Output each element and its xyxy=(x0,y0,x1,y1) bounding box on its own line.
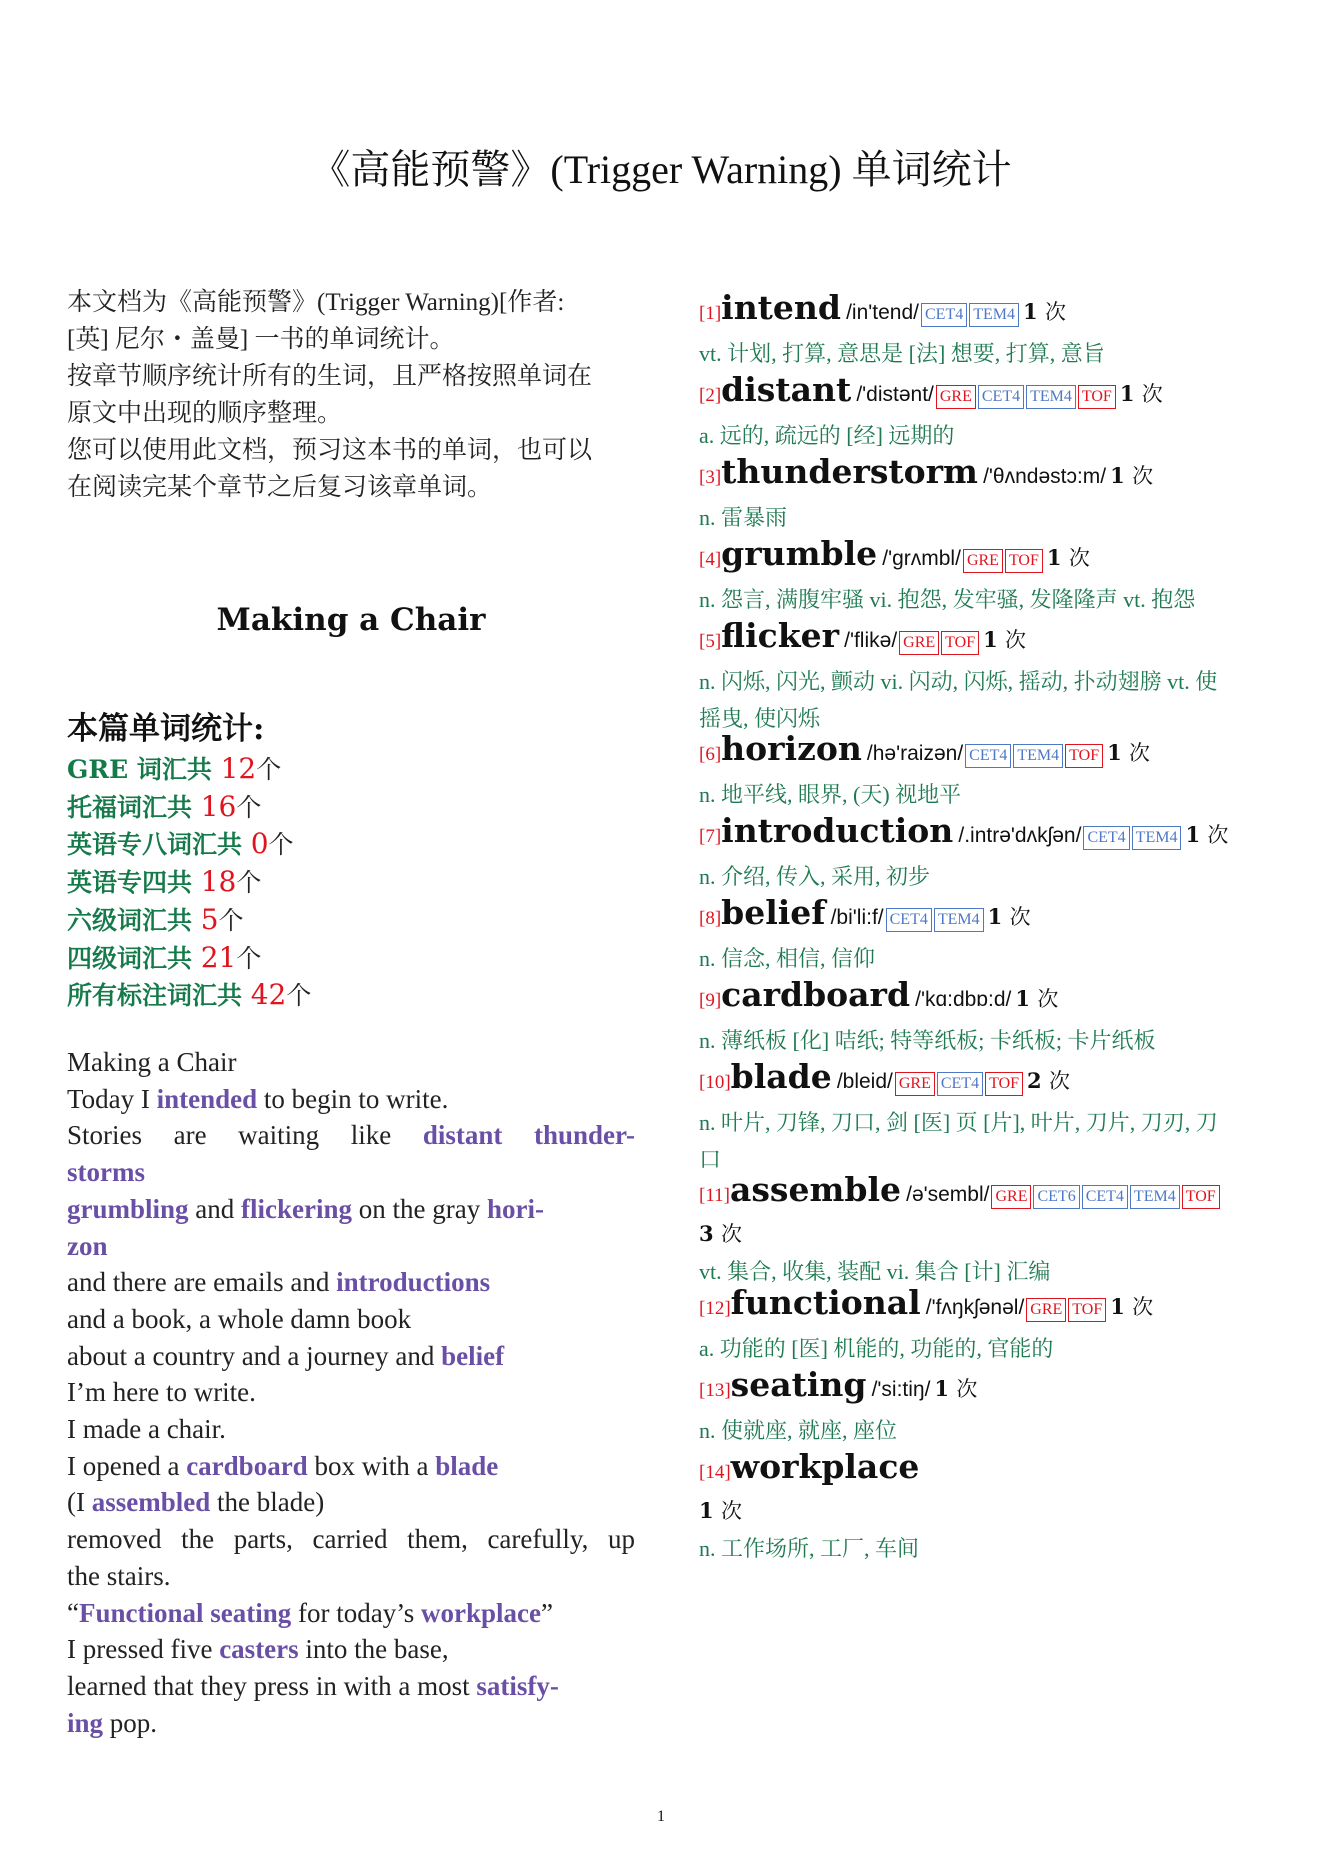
entry-word: thunderstorm xyxy=(721,452,978,491)
count-number: 1 xyxy=(1185,822,1201,847)
text-segment: on the gray xyxy=(352,1193,487,1224)
stat-count: 42 xyxy=(250,978,287,1012)
tag-tem4: TEM4 xyxy=(1026,385,1076,409)
chapter-title: Making a Chair xyxy=(216,602,486,638)
count-unit: 次 xyxy=(1048,1069,1070,1093)
entry-head xyxy=(699,1170,1274,1216)
entry-count xyxy=(1110,1294,1153,1319)
tag-cet4: CET4 xyxy=(1083,826,1129,850)
text-line xyxy=(67,1411,635,1448)
entry-count xyxy=(1023,299,1066,324)
entry-phonetic: /'si:tiŋ/ xyxy=(871,1378,931,1401)
text-segment: Stories xyxy=(67,1120,143,1151)
count-number: 1 xyxy=(1110,463,1125,488)
tag-tem4: TEM4 xyxy=(934,908,984,932)
text-line xyxy=(67,1191,635,1228)
tag-tof: TOF xyxy=(1182,1185,1220,1209)
entry-word: introduction xyxy=(721,811,954,850)
entry-definition xyxy=(699,941,1274,978)
definition-line: n. 地平线, 眼界, (天) 视地平 xyxy=(699,782,962,807)
entry-count xyxy=(934,1376,977,1401)
highlighted-word: storms xyxy=(67,1157,145,1188)
count-unit: 次 xyxy=(1207,823,1229,847)
intro-paragraph xyxy=(67,284,635,506)
text-line xyxy=(67,1705,635,1742)
entry-phonetic: /'grʌmbl/ xyxy=(882,547,961,570)
intro-line: 在阅读完某个章节之后复习该章单词。 xyxy=(67,474,493,501)
tag-tem4: TEM4 xyxy=(1132,826,1182,850)
stat-count: 12 xyxy=(220,752,257,785)
intro-line: 本文档为《高能预警》(Trigger Warning)[作者: xyxy=(67,289,565,316)
vocab-entry xyxy=(699,1447,1274,1568)
highlighted-word: Functional seating xyxy=(78,1597,292,1628)
text-segment: and there are emails and xyxy=(67,1267,337,1298)
highlighted-word: cardboard xyxy=(186,1450,308,1481)
text-line xyxy=(67,1081,635,1118)
text-segment: waiting xyxy=(238,1120,320,1151)
entry-word: workplace xyxy=(730,1447,920,1486)
tag-gre: GRE xyxy=(899,631,939,655)
text-segment: carried xyxy=(312,1524,388,1555)
vocab-entry xyxy=(699,975,1274,1060)
entry-definition xyxy=(699,336,1274,373)
highlighted-word: distant xyxy=(422,1120,503,1151)
text-line xyxy=(67,1301,635,1338)
intro-line: 按章节顺序统计所有的生词，且严格按照单词在 xyxy=(67,363,593,390)
text-segment: I made a chair. xyxy=(67,1414,226,1445)
entry-index: [6] xyxy=(699,744,722,765)
count-unit: 次 xyxy=(1129,741,1151,765)
stat-label: 托福词汇共 xyxy=(67,792,201,822)
entry-phonetic: /'fʌŋkʃənəl/ xyxy=(925,1296,1025,1319)
definition-line: vt. 集合, 收集, 装配 vi. 集合 [计] 汇编 xyxy=(699,1259,1051,1284)
text-line xyxy=(67,1521,635,1558)
stat-label: 英语专四共 xyxy=(67,868,201,898)
entry-definition xyxy=(699,859,1274,896)
count-number: 3 xyxy=(699,1221,714,1246)
text-segment: (I xyxy=(67,1487,92,1518)
entry-index: [7] xyxy=(699,826,722,847)
highlighted-word: satisfy- xyxy=(476,1670,559,1701)
entry-index: [1] xyxy=(699,303,722,324)
entry-head xyxy=(699,1057,1274,1103)
stat-label: GRE 词汇共 xyxy=(67,755,221,784)
highlighted-word: belief xyxy=(441,1340,505,1371)
text-line xyxy=(67,1117,635,1154)
entry-count xyxy=(1107,740,1150,765)
stat-line xyxy=(67,826,635,864)
stats-list xyxy=(67,751,635,1015)
highlighted-word: grumbling xyxy=(67,1193,189,1224)
entry-index: [8] xyxy=(699,908,722,929)
entry-word: grumble xyxy=(721,534,878,573)
entry-head xyxy=(699,370,1274,416)
stat-line xyxy=(67,902,635,940)
definition-line: a. 功能的 [医] 机能的, 功能的, 官能的 xyxy=(699,1336,1054,1361)
entry-phonetic: /'kɑ:dbɒ:d/ xyxy=(915,988,1012,1011)
entry-word: cardboard xyxy=(721,975,911,1014)
text-segment: parts, xyxy=(233,1524,293,1555)
count-number: 1 xyxy=(987,904,1003,929)
entry-head xyxy=(699,1365,1274,1411)
stat-unit: 个 xyxy=(236,943,262,973)
entry-index: [4] xyxy=(699,549,722,570)
stat-count: 18 xyxy=(200,865,237,899)
vocab-entry xyxy=(699,729,1274,814)
intro-line: 您可以使用此文档，预习这本书的单词，也可以 xyxy=(67,437,593,464)
stat-unit: 个 xyxy=(236,868,262,898)
entry-index: [9] xyxy=(699,990,722,1011)
tag-gre: GRE xyxy=(1026,1298,1066,1322)
tag-cet6: CET6 xyxy=(1033,1185,1079,1209)
entry-definition xyxy=(699,1531,1274,1568)
stat-line xyxy=(67,940,635,978)
tag-tof: TOF xyxy=(941,631,979,655)
text-segment: I pressed five xyxy=(67,1634,220,1665)
vocab-entry xyxy=(699,616,1274,737)
vocab-entry xyxy=(699,1365,1274,1450)
entry-word: distant xyxy=(721,370,852,409)
vocab-entry xyxy=(699,370,1274,455)
entry-index: [10] xyxy=(699,1072,731,1093)
text-segment: learned that they press in with a most xyxy=(67,1670,477,1701)
text-line xyxy=(67,1044,635,1081)
entry-phonetic: /.intrə'dʌkʃən/ xyxy=(958,824,1082,847)
stat-unit: 个 xyxy=(286,981,312,1011)
text-line xyxy=(67,1338,635,1375)
count-number: 1 xyxy=(1119,381,1135,406)
text-line xyxy=(67,1264,635,1301)
text-line xyxy=(67,1558,635,1595)
text-line xyxy=(67,1484,635,1521)
count-number: 2 xyxy=(1027,1068,1042,1093)
count-unit: 次 xyxy=(1141,382,1163,406)
highlighted-word: workplace xyxy=(421,1597,541,1628)
tag-cet4: CET4 xyxy=(937,1072,983,1096)
text-segment: removed xyxy=(67,1524,162,1555)
entry-phonetic: /'θʌndəstɔ:m/ xyxy=(983,465,1107,488)
definition-line: n. 使就座, 就座, 座位 xyxy=(699,1418,898,1443)
definition-line: a. 远的, 疏远的 [经] 远期的 xyxy=(699,423,955,448)
entry-count xyxy=(1120,381,1163,406)
count-number: 1 xyxy=(934,1376,950,1401)
text-segment: I opened a xyxy=(67,1450,187,1481)
stat-line xyxy=(67,977,635,1015)
intro-line: 原文中出现的顺序整理。 xyxy=(67,400,343,427)
tag-cet4: CET4 xyxy=(1082,1185,1128,1209)
definition-line: n. 介绍, 传入, 采用, 初步 xyxy=(699,864,931,889)
highlighted-word: zon xyxy=(67,1230,108,1261)
entry-definition xyxy=(699,1023,1274,1060)
entry-head xyxy=(699,616,1274,662)
highlighted-word: hori- xyxy=(486,1193,544,1224)
text-segment: pop. xyxy=(103,1707,158,1738)
vocab-entry xyxy=(699,893,1274,978)
text-segment: are xyxy=(173,1120,207,1151)
entry-index: [13] xyxy=(699,1380,731,1401)
entry-word: assemble xyxy=(729,1170,902,1209)
entry-head xyxy=(699,893,1274,939)
vocab-entry xyxy=(699,1170,1274,1291)
tag-tem4: TEM4 xyxy=(1013,744,1063,768)
definition-line: n. 怨言, 满腹牢骚 vi. 抱怨, 发牢骚, 发隆隆声 vt. 抱怨 xyxy=(699,587,1196,612)
text-line xyxy=(67,1595,635,1632)
definition-line: vt. 计划, 打算, 意思是 [法] 想要, 打算, 意旨 xyxy=(699,341,1105,366)
tag-cet4: CET4 xyxy=(921,303,967,327)
count-number: 1 xyxy=(1107,740,1122,765)
highlighted-word: flickering xyxy=(241,1193,352,1224)
text-segment: like xyxy=(350,1120,392,1151)
entry-count xyxy=(699,1498,742,1523)
entry-index: [14] xyxy=(699,1462,731,1483)
text-segment: up xyxy=(607,1524,635,1555)
count-unit: 次 xyxy=(1037,987,1059,1011)
count-number: 1 xyxy=(983,627,998,652)
count-number: 1 xyxy=(1046,545,1062,570)
entry-phonetic: /bi'li:f/ xyxy=(830,906,884,929)
stat-line xyxy=(67,864,635,902)
stat-label: 六级词汇共 xyxy=(67,905,201,935)
tag-gre: GRE xyxy=(963,549,1003,573)
text-segment: for today’s xyxy=(291,1597,421,1628)
tag-gre: GRE xyxy=(936,385,976,409)
definition-line: 口 xyxy=(699,1146,722,1172)
entry-definition xyxy=(699,777,1274,814)
entry-definition xyxy=(699,1105,1274,1178)
entry-definition xyxy=(699,664,1274,737)
entry-count xyxy=(1185,822,1228,847)
text-line xyxy=(67,1154,635,1191)
text-line xyxy=(67,1448,635,1485)
tag-gre: GRE xyxy=(895,1072,935,1096)
tag-cet4: CET4 xyxy=(978,385,1024,409)
text-line xyxy=(67,1668,635,1705)
tag-tem4: TEM4 xyxy=(1130,1185,1180,1209)
entry-phonetic: /in'tend/ xyxy=(846,301,919,324)
count-unit: 次 xyxy=(1132,1295,1154,1319)
text-segment: them, xyxy=(407,1524,468,1555)
stat-count: 16 xyxy=(200,789,237,823)
stat-line xyxy=(67,751,635,789)
highlighted-word: ing xyxy=(67,1707,104,1738)
entry-word: functional xyxy=(730,1283,921,1322)
highlighted-word: assembled xyxy=(91,1487,211,1518)
entry-head xyxy=(699,1283,1274,1329)
vocab-entry xyxy=(699,534,1274,619)
count-unit: 次 xyxy=(1005,628,1027,652)
text-segment: to begin to write. xyxy=(257,1083,449,1114)
entry-head xyxy=(699,729,1274,775)
highlighted-word: introductions xyxy=(336,1267,491,1298)
entry-head xyxy=(699,975,1274,1021)
stat-label: 四级词汇共 xyxy=(67,943,201,973)
entry-index: [11] xyxy=(699,1185,730,1206)
vocab-entry xyxy=(699,288,1274,373)
vocab-entry xyxy=(699,1283,1274,1368)
stat-line xyxy=(67,789,635,827)
entry-count-line xyxy=(699,1493,1274,1529)
text-segment: Today I xyxy=(67,1083,157,1114)
definition-line: n. 工作场所, 工厂, 车间 xyxy=(699,1536,920,1561)
count-unit: 次 xyxy=(1009,905,1031,929)
count-number: 1 xyxy=(1015,986,1030,1011)
vocab-entry xyxy=(699,811,1274,896)
tag-cet4: CET4 xyxy=(965,744,1011,768)
highlighted-word: casters xyxy=(219,1634,299,1665)
stat-label: 所有标注词汇共 xyxy=(67,981,251,1011)
text-segment: ” xyxy=(540,1597,553,1628)
entry-word: intend xyxy=(721,288,841,327)
text-line xyxy=(67,1631,635,1668)
text-segment: the blade) xyxy=(210,1487,325,1518)
stat-count: 0 xyxy=(250,827,269,861)
text-segment: and a book, a whole damn book xyxy=(67,1303,412,1334)
entry-index: [2] xyxy=(699,385,722,406)
entry-count xyxy=(983,627,1026,652)
entry-word: belief xyxy=(721,893,826,932)
entry-definition xyxy=(699,418,1274,455)
vocab-entry xyxy=(699,452,1274,537)
entry-head xyxy=(699,534,1274,580)
definition-line: n. 闪烁, 闪光, 颤动 vi. 闪动, 闪烁, 摇动, 扑动翅膀 vt. 使 xyxy=(699,669,1218,694)
entry-word: blade xyxy=(730,1057,832,1096)
vocab-entry xyxy=(699,1057,1274,1178)
count-unit: 次 xyxy=(1044,300,1066,324)
entry-head xyxy=(699,288,1274,334)
entry-count xyxy=(1110,463,1153,488)
entry-count-line xyxy=(699,1216,1274,1252)
entry-head xyxy=(699,452,1274,498)
entry-definition xyxy=(699,1331,1274,1368)
definition-line: n. 叶片, 刀锋, 刀口, 剑 [医] 页 [片], 叶片, 刀片, 刀刃, 刀 xyxy=(699,1110,1218,1135)
stat-unit: 个 xyxy=(256,755,282,784)
entry-phonetic: /'distənt/ xyxy=(856,383,934,406)
tag-tof: TOF xyxy=(1078,385,1116,409)
count-unit: 次 xyxy=(1068,546,1090,570)
count-unit: 次 xyxy=(720,1499,742,1523)
text-segment: I’m here to write. xyxy=(67,1377,256,1408)
entry-word: horizon xyxy=(721,729,862,768)
count-unit: 次 xyxy=(956,1377,978,1401)
chapter-text xyxy=(67,1044,635,1741)
entry-phonetic: /bleid/ xyxy=(836,1070,893,1093)
text-segment: the stairs. xyxy=(67,1560,171,1591)
tag-tof: TOF xyxy=(985,1072,1023,1096)
entry-count xyxy=(1047,545,1090,570)
definition-line: 摇曳, 使闪烁 xyxy=(699,705,821,731)
count-number: 1 xyxy=(1110,1294,1125,1319)
entry-index: [3] xyxy=(699,467,722,488)
entry-phonetic: /'flikə/ xyxy=(844,629,898,652)
stat-unit: 个 xyxy=(236,792,262,822)
count-number: 1 xyxy=(1023,299,1038,324)
stat-label: 英语专八词汇共 xyxy=(67,830,251,860)
text-segment: “ xyxy=(67,1597,79,1628)
tag-gre: GRE xyxy=(991,1185,1031,1209)
entry-definition xyxy=(699,1413,1274,1450)
text-segment: and xyxy=(188,1193,242,1224)
tag-tem4: TEM4 xyxy=(969,303,1019,327)
definition-line: n. 雷暴雨 xyxy=(699,505,788,530)
count-unit: 次 xyxy=(1132,464,1154,488)
entry-count xyxy=(1015,986,1058,1011)
intro-line: [英] 尼尔・盖曼] 一书的单词统计。 xyxy=(67,326,455,353)
highlighted-word: intended xyxy=(156,1083,258,1114)
count-number: 1 xyxy=(699,1498,714,1523)
entry-word: seating xyxy=(730,1365,867,1404)
tag-tof: TOF xyxy=(1005,549,1043,573)
stats-heading: 本篇单词统计: xyxy=(67,711,265,747)
word-stats xyxy=(67,707,635,1015)
text-line xyxy=(67,1374,635,1411)
definition-line: n. 薄纸板 [化] 咭纸; 特等纸板; 卡纸板; 卡片纸板 xyxy=(699,1028,1156,1053)
highlighted-word: blade xyxy=(435,1450,499,1481)
stat-unit: 个 xyxy=(268,830,294,860)
stat-unit: 个 xyxy=(218,905,244,935)
entry-phonetic: /ə'sembl/ xyxy=(906,1183,990,1206)
entry-count xyxy=(699,1221,742,1246)
entry-head xyxy=(699,1447,1274,1493)
page-number: 1 xyxy=(657,1808,665,1825)
entry-count xyxy=(988,904,1031,929)
entry-index: [5] xyxy=(699,631,722,652)
text-segment: Making a Chair xyxy=(67,1047,237,1077)
document-title: 《高能预警》(Trigger Warning) 单词统计 xyxy=(310,147,1012,192)
entry-word: flicker xyxy=(721,616,840,655)
stat-count: 5 xyxy=(200,902,219,936)
highlighted-word: thunder- xyxy=(533,1120,635,1151)
entry-definition xyxy=(699,500,1274,537)
text-segment: box with a xyxy=(307,1450,436,1481)
tag-cet4: CET4 xyxy=(886,908,932,932)
entry-index: [12] xyxy=(699,1298,731,1319)
tag-tof: TOF xyxy=(1068,1298,1106,1322)
entry-definition xyxy=(699,582,1274,619)
entry-count xyxy=(1027,1068,1070,1093)
count-unit: 次 xyxy=(720,1222,742,1246)
stat-count: 21 xyxy=(200,940,237,974)
text-line xyxy=(67,1228,635,1265)
tag-tof: TOF xyxy=(1065,744,1103,768)
entry-head xyxy=(699,811,1274,857)
text-segment: into the base, xyxy=(298,1634,449,1665)
entry-phonetic: /hə'raizən/ xyxy=(866,742,964,765)
text-segment: the xyxy=(181,1524,215,1555)
text-segment: about a country and a journey and xyxy=(67,1340,442,1371)
definition-line: n. 信念, 相信, 信仰 xyxy=(699,946,876,971)
text-segment: carefully, xyxy=(487,1524,589,1555)
